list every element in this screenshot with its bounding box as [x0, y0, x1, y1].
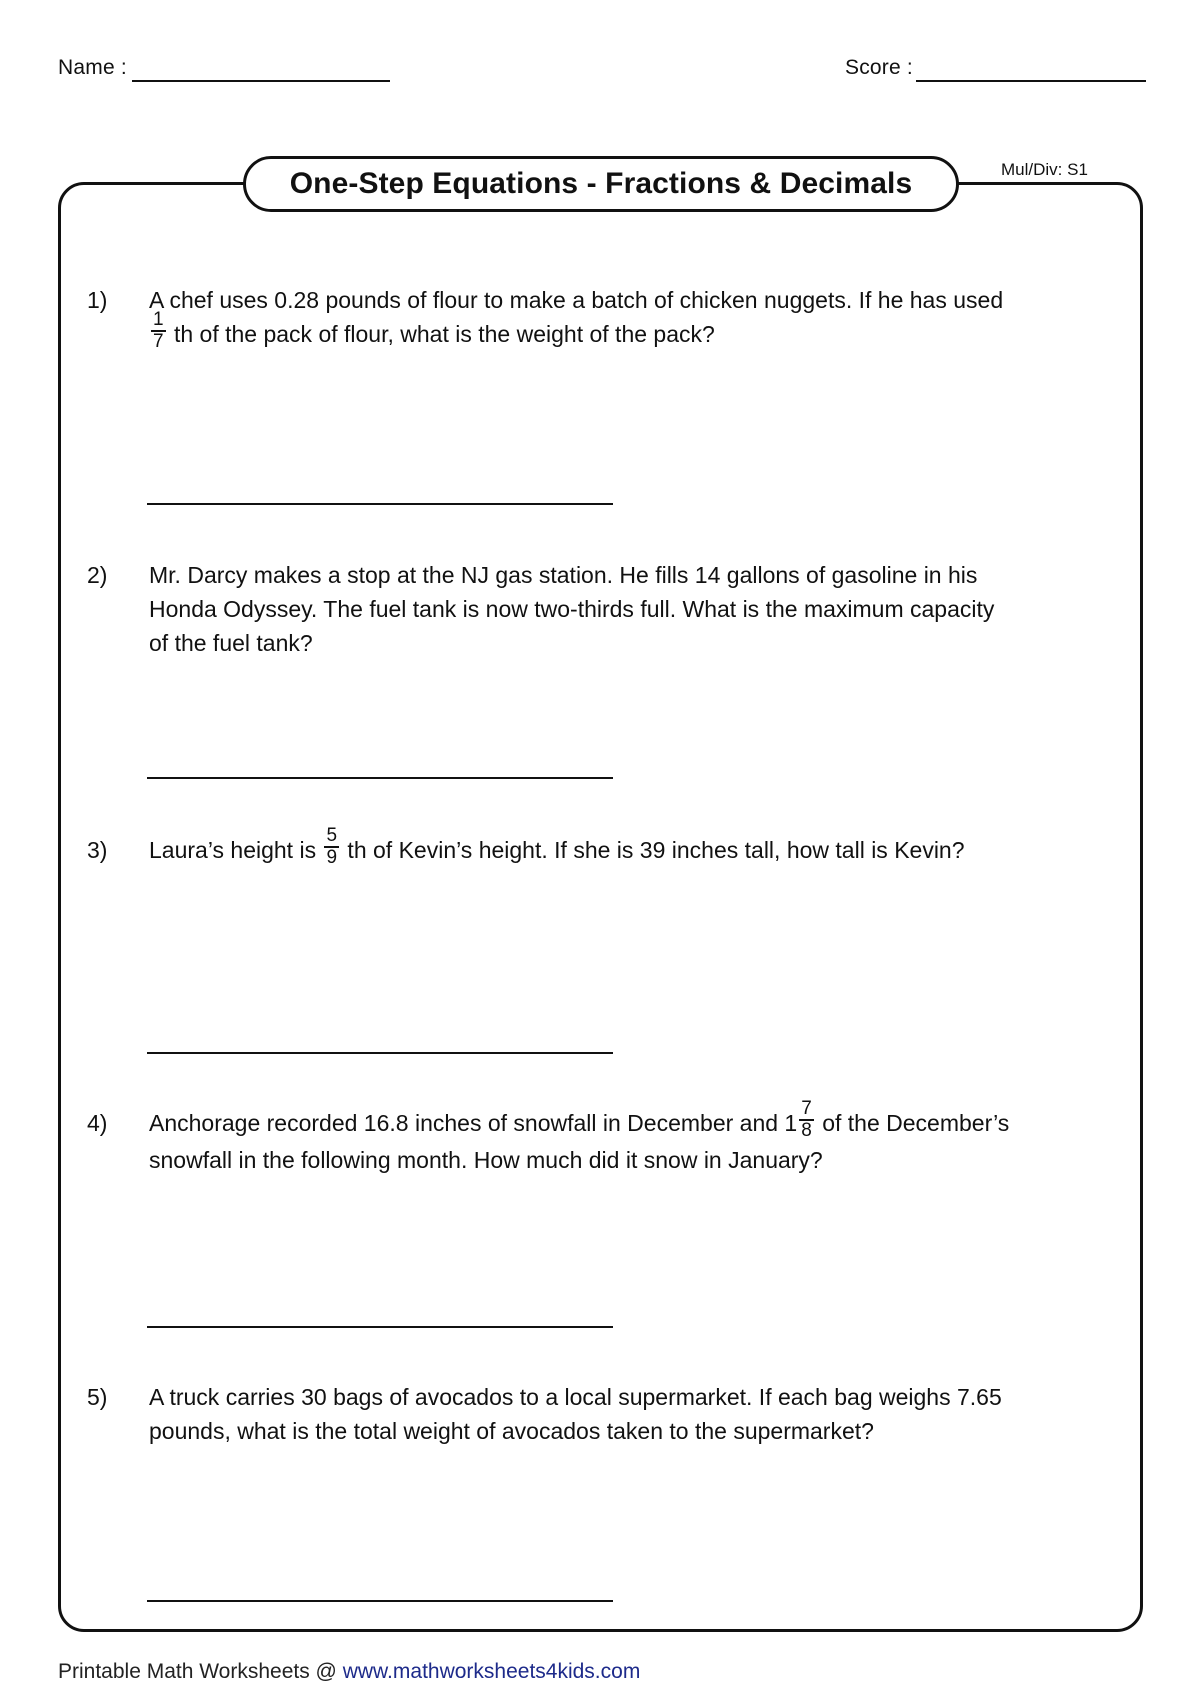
fraction-denominator: 9 [326, 846, 338, 868]
question-line: Mr. Darcy makes a stop at the NJ gas station. He fills 14 gallons of gasoline in his [149, 562, 978, 588]
fraction-numerator: 5 [326, 824, 338, 846]
fraction [799, 1099, 814, 1141]
name-field[interactable] [132, 80, 390, 82]
question-text [149, 283, 1147, 354]
worksheet-code: Mul/Div: S1 [997, 160, 1092, 180]
question-text [149, 824, 1147, 870]
fraction [151, 310, 166, 352]
fraction-numerator: 7 [801, 1097, 812, 1119]
question-line [149, 308, 1147, 354]
answer-line-4[interactable] [147, 1326, 613, 1328]
question-number: 3) [87, 837, 108, 863]
question-line [149, 824, 1147, 870]
question-text-cont: th of Kevin’s height. If she is 39 inches tall, how tall is Kevin? [341, 837, 965, 863]
answer-line-5[interactable] [147, 1600, 613, 1602]
question-text-start: Anchorage recorded 16.8 inches of snowfall in December and 1 [149, 1110, 798, 1136]
footer-text: Printable Math Worksheets @ [58, 1660, 343, 1683]
worksheet-title: One-Step Equations - Fractions & Decimals [243, 156, 959, 212]
question-line: A chef uses 0.28 pounds of flour to make a batch of chicken nuggets. If he has used [149, 287, 1004, 313]
question-line: snowfall in the following month. How much did it snow in January? [149, 1146, 823, 1173]
question-number: 2) [87, 562, 108, 588]
answer-line-3[interactable] [147, 1052, 613, 1054]
question-line: pounds, what is the total weight of avocados taken to the supermarket? [149, 1418, 874, 1444]
name-label: Name : [58, 56, 127, 79]
footer-link[interactable]: www.mathworksheets4kids.com [342, 1660, 641, 1683]
question-text-cont: th of the pack of flour, what is the weight of the pack? [167, 321, 715, 347]
score-label: Score : [845, 56, 913, 79]
question-number: 1) [87, 287, 108, 313]
answer-line-2[interactable] [147, 777, 613, 779]
question-number: 5) [87, 1384, 108, 1410]
answer-line-1[interactable] [147, 503, 613, 505]
question-text [149, 558, 1147, 660]
question-line [149, 1097, 1147, 1143]
question-text [149, 1380, 1147, 1448]
footer [58, 1660, 640, 1684]
question-text-cont: of the December’s [815, 1110, 1010, 1136]
question-number: 4) [87, 1110, 108, 1136]
question-line: Honda Odyssey. The fuel tank is now two-thirds full. What is the maximum capacity [149, 596, 995, 622]
fraction-denominator: 8 [801, 1119, 812, 1141]
fraction-denominator: 7 [153, 330, 164, 352]
score-field[interactable] [916, 80, 1146, 82]
question-line: of the fuel tank? [149, 630, 313, 656]
fraction-numerator: 1 [153, 308, 164, 330]
question-line: A truck carries 30 bags of avocados to a local supermarket. If each bag weighs 7.65 [149, 1384, 1002, 1410]
question-text [149, 1097, 1147, 1177]
question-text-start: Laura’s height is [149, 837, 323, 863]
fraction [324, 826, 339, 868]
